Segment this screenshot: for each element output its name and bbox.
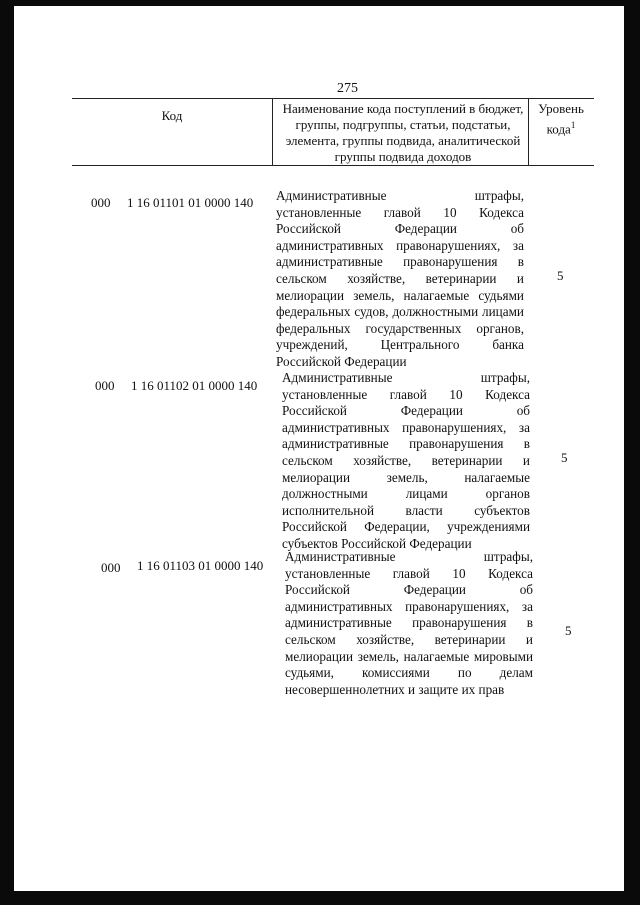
code-level: 5 — [561, 450, 568, 465]
header-level-footnote: 1 — [570, 120, 576, 130]
header-name: Наименование кода поступлений в бюджет, группы, подгруппы, статьи, подстатьи, элемента, группы подвида, аналитической группы подвида доходов — [282, 101, 524, 164]
table-header — [72, 98, 594, 166]
admin-code: 000 — [101, 560, 121, 575]
revenue-description: Административные штрафы, установленные главой 10 Кодекса Российской Федерации об административных правонарушениях, за административные правонарушения в сельском хозяйстве, ветеринарии и мелиорации земель, налагаемые должностными лицами органов исполнительной власти субъектов Российской Федерации, учреждениями субъектов Российской Федерации — [282, 370, 530, 551]
revenue-code: 1 16 01101 01 0000 140 — [127, 195, 254, 210]
column-divider — [272, 99, 273, 165]
admin-code: 000 — [91, 195, 111, 210]
header-level — [528, 101, 594, 137]
code-level: 5 — [565, 623, 572, 638]
revenue-code: 1 16 01103 01 0000 140 — [137, 558, 264, 573]
header-code: Код — [161, 108, 183, 123]
header-level-label: Уровень кода — [538, 101, 584, 137]
revenue-description: Административные штрафы, установленные главой 10 Кодекса Российской Федерации об административных правонарушениях, за административные правонарушения в сельском хозяйстве, ветеринарии и мелиорации земель, налагаемые мировыми судьями, комиссиями по делам несовершеннолетних и защите их прав — [285, 549, 533, 697]
revenue-description: Административные штрафы, установленные главой 10 Кодекса Российской Федерации об административных правонарушениях, за административные правонарушения в сельском хозяйстве, ветеринарии и мелиорации земель, налагаемые судьями федеральных судов, должностными лицами федеральных государственных органов, учреждений, Центрального банка Российской Федерации — [276, 188, 524, 369]
page-number: 275 — [337, 81, 358, 96]
revenue-code: 1 16 01102 01 0000 140 — [131, 378, 258, 393]
admin-code: 000 — [95, 378, 115, 393]
code-level: 5 — [557, 268, 564, 283]
